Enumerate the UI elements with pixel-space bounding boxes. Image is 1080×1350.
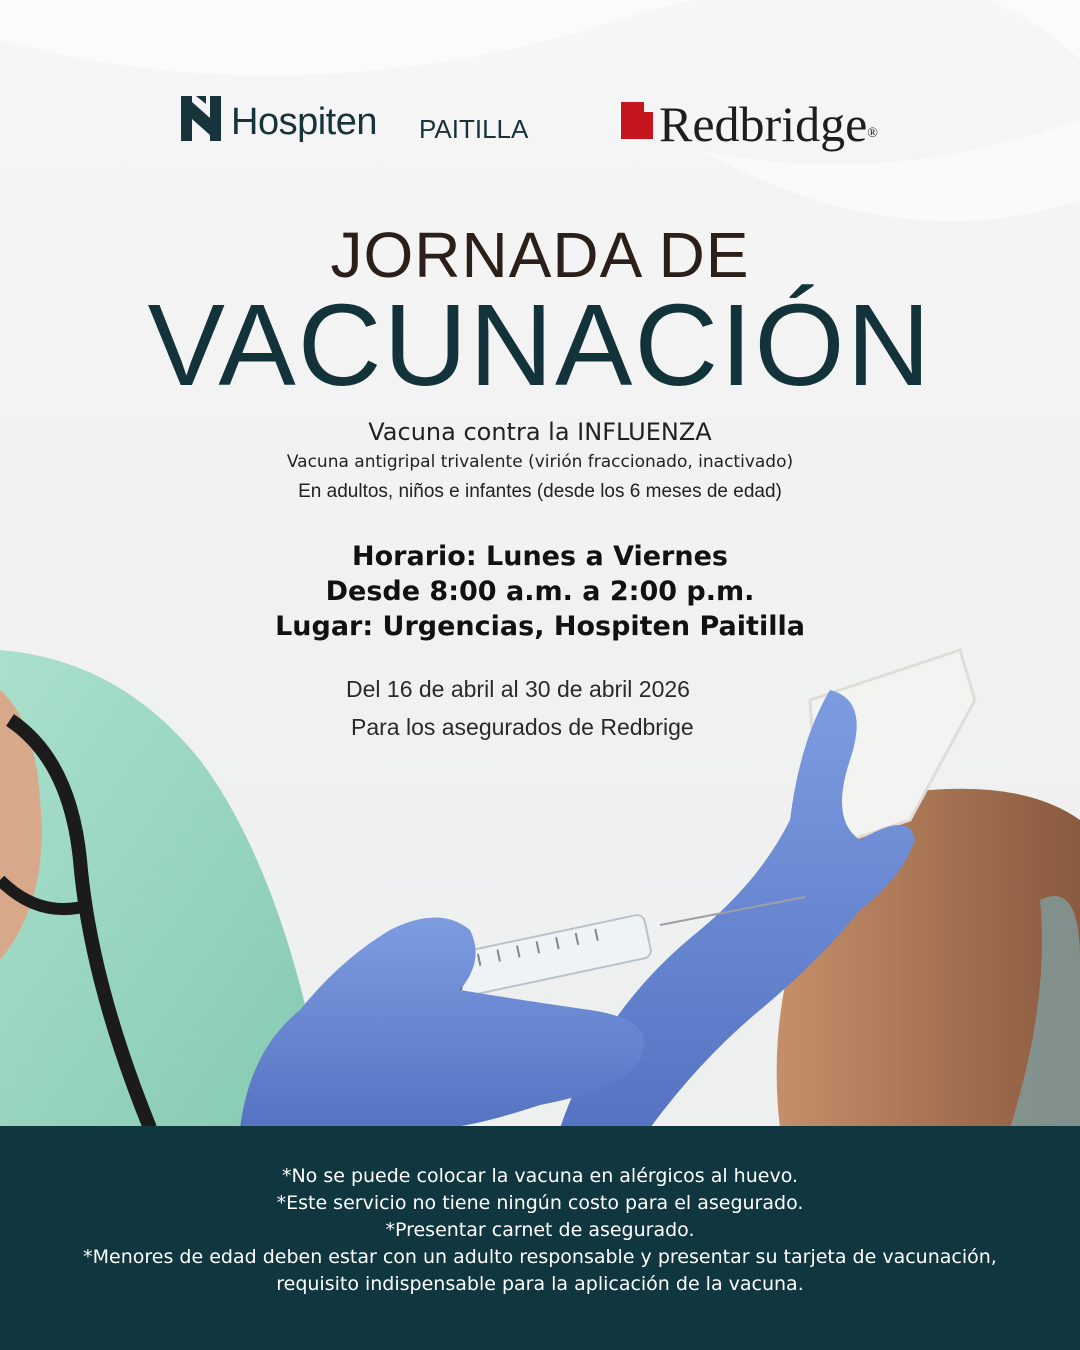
schedule-location: Lugar: Urgencias, Hospiten Paitilla [275,611,805,642]
note-cost: *Este servicio no tiene ningún costo para el asegurado. [276,1192,804,1214]
note-allergy: *No se puede colocar la vacuna en alérgicos al huevo. [281,1165,799,1187]
vaccine-type: Vacuna antigripal trivalente (virión fraccionado, inactivado) [286,452,794,472]
schedule-days: Horario: Lunes a Viernes [352,541,728,572]
note-minors: *Menores de edad deben estar con un adulto responsable y presentar su tarjeta de vacunación, [83,1246,997,1268]
insured-note: Para los asegurados de Redbrige [351,714,694,740]
date-range: Del 16 de abril al 30 de abril 2026 [346,676,690,702]
title-line-1: JORNADA DE [330,219,750,291]
note-requirement: requisito indispensable para la aplicación de la vacuna. [276,1273,804,1295]
redbridge-logo-text [659,95,878,153]
vaccine-heading: Vacuna contra la INFLUENZA [368,418,712,446]
title-line-2: VACUNACIÓN [147,280,933,410]
note-card: *Presentar carnet de asegurado. [385,1219,695,1241]
schedule-block [0,539,1080,644]
footer-notes [0,1163,1080,1298]
redbridge-logo-icon [621,102,653,139]
hospiten-logo-text: Hospiten [231,101,377,143]
schedule-hours: Desde 8:00 a.m. a 2:00 p.m. [325,576,755,607]
registered-mark: ® [867,126,878,141]
vaccine-audience: En adultos, niños e infantes (desde los 6 meses de edad) [298,481,782,502]
redbridge-name: Redbridge [659,96,868,152]
paitilla-label: PAITILLA [419,114,529,144]
hospiten-logo-icon [181,96,221,141]
logo-bar [0,95,1080,155]
